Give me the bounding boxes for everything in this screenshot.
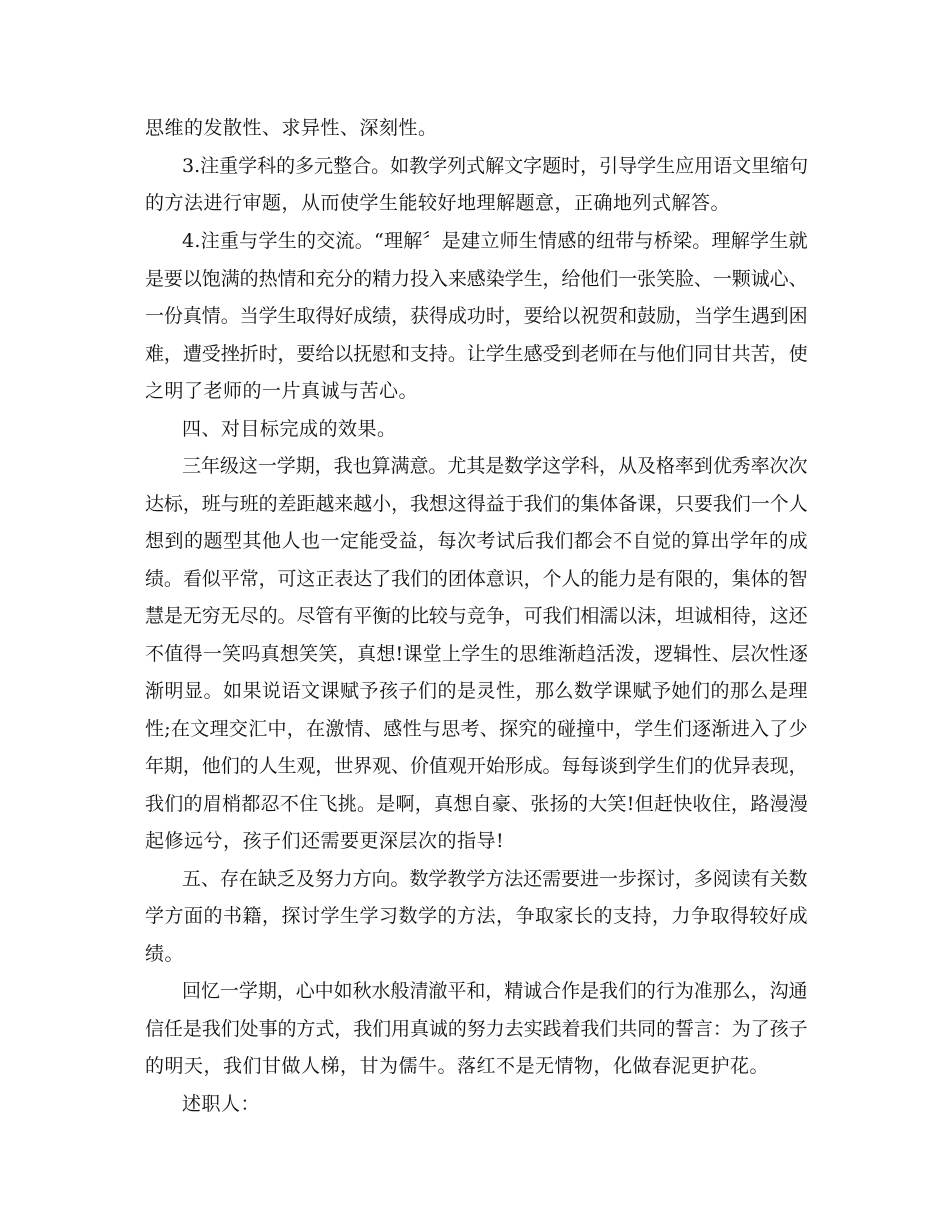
text-line: 三年级这一学期，我也算满意。尤其是数学这学科，从及格率到优秀率次次 [182,455,808,477]
text-line: 我们的眉梢都忍不住飞挑。是啊，真想自豪、张扬的大笑!但赶快收住，路漫漫 [145,793,809,815]
text-line: 绩。 [145,943,185,965]
text-line: 3.注重学科的多元整合。如教学列式解文字题时，引导学生应用语文里缩句 [182,155,809,177]
text-line: 的方法进行审题，从而使学生能较好地理解题意，正确地列式解答。 [145,192,731,214]
text-line: 一份真情。当学生取得好成绩，获得成功时，要给以祝贺和鼓励，当学生遇到困 [145,305,808,327]
text-line: 绩。看似平常，可这正表达了我们的团体意识，个人的能力是有限的，集体的智 [145,568,808,590]
text-line: 难，遭受挫折时，要给以抚慰和支持。让学生感受到老师在与他们同甘共苦，使 [145,343,808,365]
text-line: 4.注重与学生的交流。“理解〞是建立师生情感的纽带与桥梁。理解学生就 [182,230,808,252]
text-line: 想到的题型其他人也一定能受益，每次考试后我们都会不自觉的算出学年的成 [145,530,809,552]
text-line: 起修远兮，孩子们还需要更深层次的指导! [145,830,505,852]
text-line: 渐明显。如果说语文课赋予孩子们的是灵性，那么数学课赋予她们的那么是理 [145,680,809,702]
text-line: 慧是无穷无尽的。尽管有平衡的比较与竞争，可我们相濡以沫，坦诚相待，这还 [145,605,808,627]
text-line: 回忆一学期，心中如秋水般清澈平和，精诚合作是我们的行为准那么，沟通 [182,980,808,1002]
text-line: 信任是我们处事的方式，我们用真诚的努力去实践着我们共同的誓言：为了孩子 [145,1018,808,1040]
text-line: 性;在文理交汇中，在激情、感性与思考、探究的碰撞中，学生们逐渐进入了少 [145,718,808,740]
text-line: 不值得一笑吗真想笑笑，真想!课堂上学生的思维渐趋活泼，逻辑性、层次性逐 [145,643,809,665]
text-line: 是要以饱满的热情和充分的精力投入来感染学生，给他们一张笑脸、一颗诚心、 [145,268,808,290]
text-line: 思维的发散性、求异性、深刻性。 [145,117,438,139]
signature-label: 述职人： [182,1093,261,1115]
section-heading: 五、存在缺乏及努力方向。数学教学方法还需要进一步探讨，多阅读有关数 [182,868,808,890]
text-line: 达标，班与班的差距越来越小，我想这得益于我们的集体备课，只要我们一个人 [145,493,808,515]
section-heading: 四、对目标完成的效果。 [182,418,397,440]
text-line: 的明天，我们甘做人梯，甘为儒牛。落红不是无情物，化做春泥更护花。 [145,1055,770,1077]
text-line: 之明了老师的一片真诚与苦心。 [145,380,419,402]
text-line: 学方面的书籍，探讨学生学习数学的方法，争取家长的支持，力争取得较好成 [145,905,809,927]
text-line: 年期，他们的人生观，世界观、价值观开始形成。每每谈到学生们的优异表现， [145,755,808,777]
